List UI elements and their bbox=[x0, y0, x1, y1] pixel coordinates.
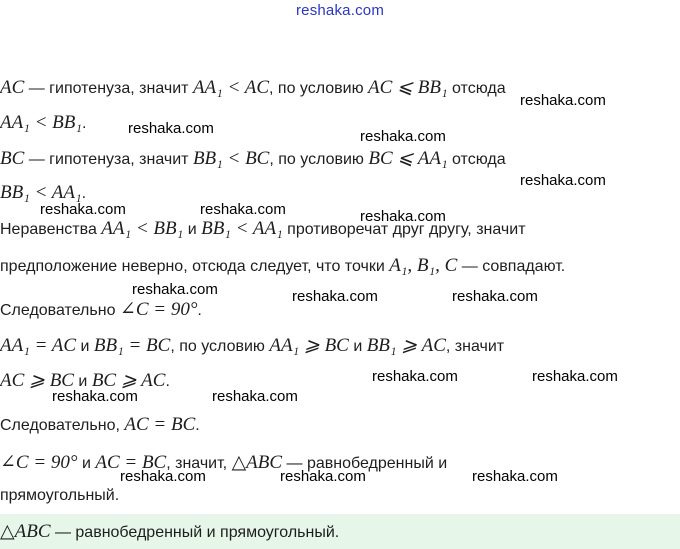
text-fragment: Неравенства bbox=[0, 221, 102, 238]
site-link-text[interactable]: reshaka.com bbox=[295, 2, 385, 19]
text-fragment: и bbox=[76, 338, 94, 355]
math-expr: BB₁ < AA₁ bbox=[0, 182, 82, 203]
answer-text bbox=[0, 520, 339, 543]
answer-box bbox=[0, 514, 680, 549]
text-fragment: — совпадают. bbox=[457, 258, 566, 275]
watermark: reshaka.com bbox=[200, 201, 286, 218]
text-fragment: — равнобедренный и bbox=[282, 455, 448, 472]
text-fragment: противоречат друг другу, значит bbox=[282, 221, 526, 238]
text-fragment: Следовательно, bbox=[0, 417, 125, 434]
math-expr: BB₁ < AA₁ bbox=[201, 218, 283, 239]
text-fragment: — гипотенуза, значит bbox=[24, 151, 193, 168]
watermark: reshaka.com bbox=[372, 368, 458, 385]
solution-line-10 bbox=[0, 414, 200, 436]
watermark: reshaka.com bbox=[360, 128, 446, 145]
text-fragment: . bbox=[81, 185, 87, 202]
text-fragment: — равнобедренный и прямоугольный. bbox=[50, 524, 340, 541]
math-expr: AA₁ ⩾ BC bbox=[269, 335, 349, 356]
watermark: reshaka.com bbox=[532, 368, 618, 385]
solution-line-6 bbox=[0, 255, 565, 277]
solution-line-1 bbox=[0, 76, 506, 99]
text-fragment: отсюда bbox=[447, 151, 506, 168]
text-fragment: и bbox=[77, 455, 96, 472]
site-header-link[interactable] bbox=[0, 2, 680, 19]
text-fragment: и bbox=[183, 221, 202, 238]
watermark: reshaka.com bbox=[132, 281, 218, 298]
math-expr: BC ⩾ AC bbox=[91, 370, 166, 391]
text-fragment: . bbox=[197, 302, 202, 319]
watermark: reshaka.com bbox=[52, 388, 138, 405]
solution-line-8 bbox=[0, 334, 504, 357]
text-fragment: , значит, bbox=[166, 455, 232, 472]
text-fragment: и bbox=[73, 373, 92, 390]
math-expr: △ABC bbox=[0, 521, 51, 542]
watermark: reshaka.com bbox=[520, 172, 606, 189]
math-expr: BB₁ < BC bbox=[192, 148, 270, 169]
math-expr: ∠C = 90° bbox=[0, 452, 78, 473]
math-expr: AC bbox=[0, 77, 25, 98]
math-expr: BC ⩽ AA₁ bbox=[368, 148, 448, 169]
text-fragment: , по условию bbox=[170, 338, 270, 355]
math-expr: AA₁ < AC bbox=[192, 77, 270, 98]
text-fragment: , по условию bbox=[269, 151, 369, 168]
watermark: reshaka.com bbox=[280, 468, 366, 485]
math-expr: BB₁ = BC bbox=[93, 335, 171, 356]
text-fragment: . bbox=[81, 115, 87, 132]
text-fragment: , по условию bbox=[269, 80, 369, 97]
math-expr: AC = BC bbox=[124, 414, 196, 435]
math-expr: ∠C = 90° bbox=[119, 299, 198, 320]
solution-line-11 bbox=[0, 451, 447, 474]
math-expr: BC bbox=[0, 148, 25, 169]
math-expr: AA₁ = AC bbox=[0, 335, 77, 356]
text-fragment: . bbox=[165, 373, 170, 390]
math-expr: AC ⩾ BC bbox=[0, 370, 74, 391]
watermark: reshaka.com bbox=[128, 120, 214, 137]
math-expr: AC ⩽ BB₁ bbox=[368, 77, 448, 98]
text-fragment: Следовательно bbox=[0, 302, 120, 319]
watermark: reshaka.com bbox=[120, 468, 206, 485]
math-expr: AA₁ < BB₁ bbox=[101, 218, 184, 239]
text-fragment: отсюда bbox=[447, 80, 506, 97]
solution-line-12 bbox=[0, 487, 119, 505]
text-fragment: предположение неверно, отсюда следует, что точки bbox=[0, 258, 390, 275]
math-expr: A₁, B₁, C bbox=[389, 255, 458, 276]
solution-line-7 bbox=[0, 298, 202, 321]
math-expr: BB₁ ⩾ AC bbox=[366, 335, 446, 356]
text-fragment: , значит bbox=[445, 338, 505, 355]
watermark: reshaka.com bbox=[520, 92, 606, 109]
solution-line-5 bbox=[0, 218, 526, 240]
watermark: reshaka.com bbox=[452, 288, 538, 305]
solution-line-2 bbox=[0, 112, 86, 134]
text-fragment: . bbox=[195, 417, 200, 434]
text-fragment: — гипотенуза, значит bbox=[24, 80, 193, 97]
watermark: reshaka.com bbox=[472, 468, 558, 485]
watermark: reshaka.com bbox=[40, 201, 126, 218]
math-expr: AA₁ < BB₁ bbox=[0, 112, 82, 133]
watermark: reshaka.com bbox=[212, 388, 298, 405]
text-fragment: и bbox=[348, 338, 367, 355]
math-expr: △ABC bbox=[231, 452, 283, 473]
watermark: reshaka.com bbox=[360, 208, 446, 225]
text-fragment: прямоугольный. bbox=[0, 487, 120, 504]
math-expr: AC = BC bbox=[95, 452, 167, 473]
solution-line-3 bbox=[0, 147, 506, 170]
watermark: reshaka.com bbox=[292, 288, 378, 305]
